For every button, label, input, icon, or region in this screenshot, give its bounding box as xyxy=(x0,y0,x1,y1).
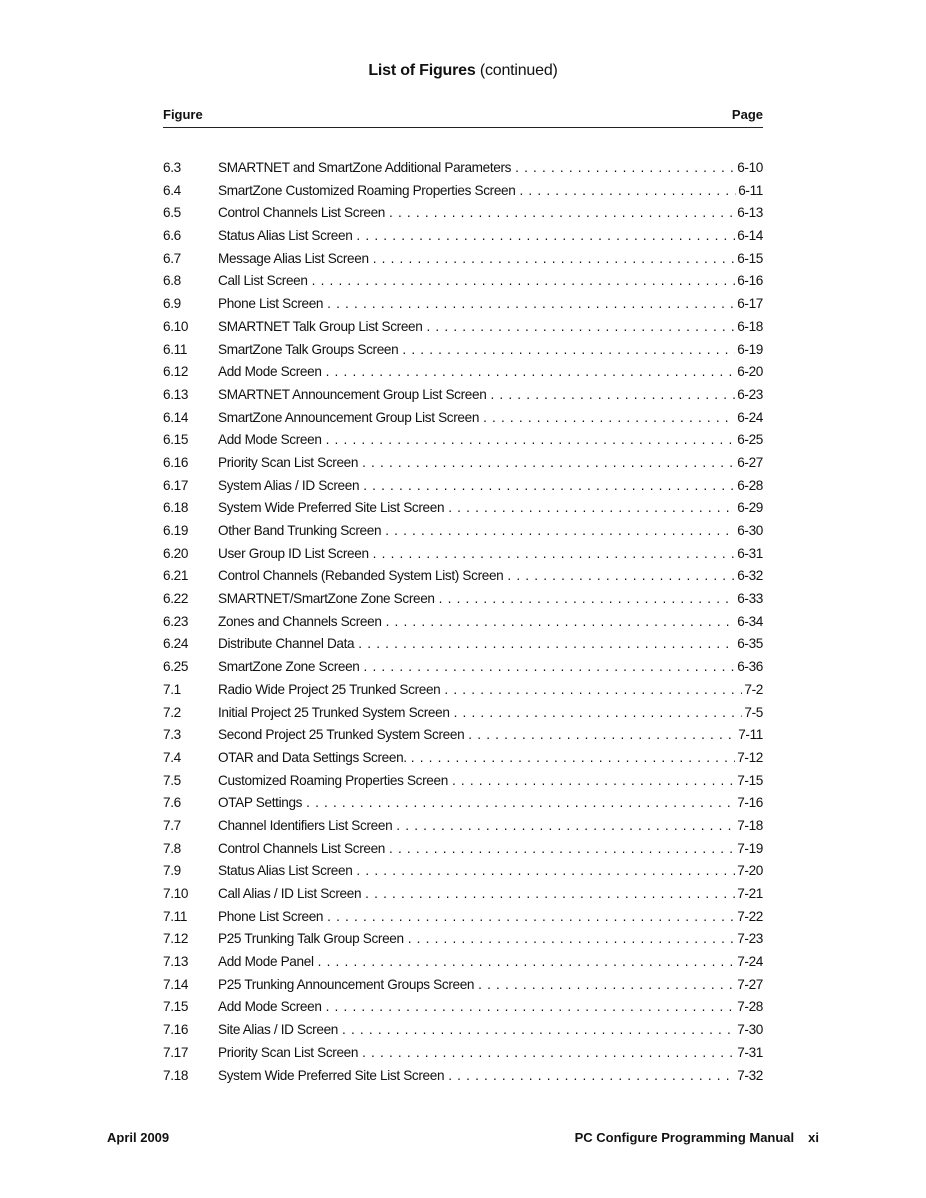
page-title xyxy=(0,62,926,80)
list-item xyxy=(163,339,763,362)
figure-page: 7-23 xyxy=(737,931,763,947)
dot-leader xyxy=(444,679,742,702)
list-item xyxy=(163,883,763,906)
list-item xyxy=(163,815,763,838)
figure-entry xyxy=(218,679,763,702)
figure-title: SmartZone Announcement Group List Screen xyxy=(218,409,480,425)
dot-leader xyxy=(454,702,743,725)
figure-number: 6.19 xyxy=(163,523,189,538)
figure-entry xyxy=(218,770,763,793)
figure-entry xyxy=(218,951,763,974)
figure-number: 6.5 xyxy=(163,205,181,221)
figure-entry xyxy=(218,407,763,430)
figure-entry xyxy=(218,883,763,906)
list-item xyxy=(163,906,763,929)
figure-entry xyxy=(218,293,763,316)
figure-entry xyxy=(218,520,763,543)
figure-title: Status Alias List Screen xyxy=(218,228,353,244)
figure-entry xyxy=(218,1019,763,1042)
list-item xyxy=(163,679,763,702)
figure-page: 7-16 xyxy=(737,795,763,811)
figure-entry xyxy=(218,180,763,203)
dot-leader xyxy=(490,384,735,407)
footer-page-number: xi xyxy=(808,1130,819,1145)
list-item xyxy=(163,270,763,293)
figure-page: 7-28 xyxy=(737,999,763,1015)
dot-leader xyxy=(356,860,735,883)
list-item xyxy=(163,429,763,452)
column-header xyxy=(163,105,763,128)
figure-number: 7.8 xyxy=(163,840,181,856)
figure-number: 6.8 xyxy=(163,273,181,289)
list-item xyxy=(163,384,763,407)
dot-leader xyxy=(402,339,735,362)
figure-title: Zones and Channels Screen xyxy=(218,613,382,629)
figure-entry xyxy=(218,974,763,997)
figure-page: 7-22 xyxy=(737,908,763,924)
dot-leader xyxy=(362,1042,735,1065)
figure-page: 7-31 xyxy=(737,1044,763,1060)
list-item xyxy=(163,656,763,679)
figure-title: P25 Trunking Announcement Groups Screen xyxy=(218,976,475,992)
figure-title: Add Mode Screen xyxy=(218,364,322,380)
figure-title: Phone List Screen xyxy=(218,908,324,924)
figure-title: SMARTNET Announcement Group List Screen xyxy=(218,386,487,402)
figure-title: Priority Scan List Screen xyxy=(218,454,359,470)
figure-number: 6.11 xyxy=(163,341,188,357)
figure-number: 7.3 xyxy=(163,727,181,743)
list-item xyxy=(163,248,763,271)
figure-title: Channel Identifiers List Screen xyxy=(218,817,393,833)
figure-number: 7.13 xyxy=(163,954,189,970)
figure-number: 6.14 xyxy=(163,409,189,425)
list-item xyxy=(163,1065,763,1088)
list-item xyxy=(163,611,763,634)
figure-entry xyxy=(218,339,763,362)
figure-entry xyxy=(218,225,763,248)
figure-entry xyxy=(218,633,763,656)
figure-number: 6.18 xyxy=(163,500,189,516)
dot-leader xyxy=(326,361,736,384)
dot-leader xyxy=(478,974,735,997)
figure-page: 6-23 xyxy=(737,386,763,402)
figure-page: 7-20 xyxy=(737,863,763,879)
list-item xyxy=(163,520,763,543)
dot-leader xyxy=(519,180,736,203)
figure-entry xyxy=(218,860,763,883)
dot-leader xyxy=(385,520,735,543)
list-item xyxy=(163,747,763,770)
list-item xyxy=(163,157,763,180)
figure-page: 6-10 xyxy=(737,160,763,175)
figure-entry xyxy=(218,361,763,384)
list-item xyxy=(163,951,763,974)
list-item xyxy=(163,588,763,611)
figure-title: OTAR and Data Settings Screen. xyxy=(218,749,407,765)
dot-leader xyxy=(448,1065,735,1088)
figure-number: 7.10 xyxy=(163,886,189,901)
figure-page: 7-21 xyxy=(737,886,763,901)
figure-title: Initial Project 25 Trunked System Screen xyxy=(218,704,450,720)
list-item xyxy=(163,1019,763,1042)
figure-page: 7-12 xyxy=(737,749,763,765)
figure-page: 6-35 xyxy=(737,636,763,652)
figure-title: Control Channels List Screen xyxy=(218,205,386,221)
dot-leader xyxy=(468,724,736,747)
figure-title: Call List Screen xyxy=(218,273,308,289)
figure-title: SmartZone Customized Roaming Properties Screen xyxy=(218,182,516,198)
figure-title: Status Alias List Screen xyxy=(218,863,353,879)
list-item xyxy=(163,316,763,339)
figure-number: 6.7 xyxy=(163,250,181,266)
figure-number: 6.9 xyxy=(163,296,181,312)
figure-number: 6.17 xyxy=(163,477,189,493)
footer-manual-title: PC Configure Programming Manual xyxy=(574,1130,795,1145)
list-item xyxy=(163,974,763,997)
figure-number: 6.12 xyxy=(163,364,189,380)
dot-leader xyxy=(327,293,735,316)
list-item xyxy=(163,180,763,203)
dot-leader xyxy=(362,452,735,475)
list-item xyxy=(163,452,763,475)
dot-leader xyxy=(312,270,736,293)
footer-right xyxy=(575,1130,819,1145)
figure-number: 7.6 xyxy=(163,795,181,811)
dot-leader xyxy=(342,1019,735,1042)
figure-entry xyxy=(218,202,763,225)
figure-page: 7-30 xyxy=(737,1022,763,1038)
figure-number: 7.9 xyxy=(163,863,181,879)
figure-title: Add Mode Screen xyxy=(218,432,322,448)
figure-list xyxy=(163,157,763,1087)
page-title-main: List of Figures xyxy=(368,62,476,79)
dot-leader xyxy=(507,565,735,588)
figure-page: 7-15 xyxy=(737,772,763,788)
figure-title: Add Mode Screen xyxy=(218,999,322,1015)
figure-page: 7-2 xyxy=(744,681,763,697)
figure-entry xyxy=(218,429,763,452)
figure-page: 6-15 xyxy=(737,250,763,266)
list-item xyxy=(163,860,763,883)
page-column-heading: Page xyxy=(731,107,763,122)
figure-number: 7.16 xyxy=(163,1022,189,1038)
figure-number: 6.23 xyxy=(163,613,189,629)
list-item xyxy=(163,407,763,430)
figure-title: Second Project 25 Trunked System Screen xyxy=(218,727,465,743)
dot-leader xyxy=(356,225,735,248)
figure-entry xyxy=(218,838,763,861)
figure-page: 6-29 xyxy=(737,500,763,516)
figure-number: 6.22 xyxy=(163,591,189,607)
figure-page: 7-18 xyxy=(737,817,763,833)
figure-entry xyxy=(218,588,763,611)
figure-entry xyxy=(218,702,763,725)
figure-entry xyxy=(218,996,763,1019)
dot-leader xyxy=(318,951,736,974)
dot-leader xyxy=(326,996,736,1019)
figure-page: 6-13 xyxy=(737,205,763,221)
figure-page: 6-17 xyxy=(737,296,763,312)
list-item xyxy=(163,928,763,951)
figure-number: 7.11 xyxy=(163,908,188,924)
list-item xyxy=(163,497,763,520)
dot-leader xyxy=(411,747,735,770)
figure-number: 7.12 xyxy=(163,931,189,947)
dot-leader xyxy=(373,543,736,566)
list-item xyxy=(163,543,763,566)
figure-page: 7-19 xyxy=(737,840,763,856)
figure-title: OTAP Settings xyxy=(218,795,303,811)
dot-leader xyxy=(515,157,735,180)
figure-entry xyxy=(218,611,763,634)
figure-number: 7.17 xyxy=(163,1044,189,1060)
figure-title: SMARTNET and SmartZone Additional Parameters xyxy=(218,160,512,175)
dot-leader xyxy=(408,928,735,951)
figure-page: 6-24 xyxy=(737,409,763,425)
figure-page: 6-20 xyxy=(737,364,763,380)
figure-number: 7.7 xyxy=(163,817,181,833)
figure-entry xyxy=(218,928,763,951)
dot-leader xyxy=(363,475,735,498)
figure-entry xyxy=(218,747,763,770)
figure-title: User Group ID List Screen xyxy=(218,545,369,561)
figure-number: 6.6 xyxy=(163,228,181,244)
dot-leader xyxy=(452,770,735,793)
list-item xyxy=(163,702,763,725)
figure-entry xyxy=(218,157,763,180)
figure-page: 6-14 xyxy=(737,228,763,244)
figure-page: 7-24 xyxy=(737,954,763,970)
figure-page: 6-33 xyxy=(737,591,763,607)
figure-page: 7-5 xyxy=(744,704,763,720)
list-item xyxy=(163,361,763,384)
dot-leader xyxy=(396,815,735,838)
figure-page: 6-16 xyxy=(737,273,763,289)
figure-entry xyxy=(218,475,763,498)
figure-entry xyxy=(218,316,763,339)
figure-number: 6.21 xyxy=(163,568,189,584)
figure-title: Control Channels List Screen xyxy=(218,840,386,856)
list-item xyxy=(163,724,763,747)
figure-number: 6.13 xyxy=(163,386,189,402)
figure-number: 7.14 xyxy=(163,976,189,992)
figure-title: System Wide Preferred Site List Screen xyxy=(218,1067,445,1083)
dot-leader xyxy=(358,633,735,656)
list-item xyxy=(163,565,763,588)
list-item xyxy=(163,770,763,793)
footer-date: April 2009 xyxy=(107,1130,170,1145)
figure-number: 6.24 xyxy=(163,636,189,652)
figure-page: 6-28 xyxy=(737,477,763,493)
dot-leader xyxy=(365,883,735,906)
figure-title: Add Mode Panel xyxy=(218,954,314,970)
figure-title: SMARTNET/SmartZone Zone Screen xyxy=(218,591,435,607)
figure-page: 6-34 xyxy=(737,613,763,629)
figure-page: 7-27 xyxy=(737,976,763,992)
list-item xyxy=(163,792,763,815)
figure-title: System Alias / ID Screen xyxy=(218,477,360,493)
figure-number: 6.15 xyxy=(163,432,189,448)
figure-number: 6.20 xyxy=(163,545,189,561)
dot-leader xyxy=(327,906,735,929)
figure-page: 6-36 xyxy=(737,659,763,675)
figure-entry xyxy=(218,906,763,929)
figure-entry xyxy=(218,724,763,747)
list-item xyxy=(163,202,763,225)
figure-title: SmartZone Talk Groups Screen xyxy=(218,341,399,357)
figure-number: 7.18 xyxy=(163,1067,189,1083)
dot-leader xyxy=(373,248,736,271)
figure-page: 6-31 xyxy=(737,545,763,561)
figure-page: 6-30 xyxy=(737,523,763,538)
dot-leader xyxy=(389,202,735,225)
figure-title: Control Channels (Rebanded System List) Screen xyxy=(218,568,504,584)
figure-number: 7.2 xyxy=(163,704,181,720)
figure-page: 7-11 xyxy=(738,727,763,743)
list-item xyxy=(163,633,763,656)
dot-leader xyxy=(483,407,735,430)
figure-number: 6.16 xyxy=(163,454,189,470)
figure-page: 6-11 xyxy=(738,182,763,198)
figure-entry xyxy=(218,497,763,520)
figure-column-heading: Figure xyxy=(163,107,203,122)
figure-title: Site Alias / ID Screen xyxy=(218,1022,338,1038)
figure-page: 6-19 xyxy=(737,341,763,357)
figure-page: 6-32 xyxy=(737,568,763,584)
figure-entry xyxy=(218,384,763,407)
figure-number: 7.4 xyxy=(163,749,181,765)
figure-title: Distribute Channel Data xyxy=(218,636,355,652)
dot-leader xyxy=(389,838,735,861)
figure-number: 7.5 xyxy=(163,772,181,788)
dot-leader xyxy=(386,611,736,634)
figure-title: Call Alias / ID List Screen xyxy=(218,886,362,901)
figure-page: 6-18 xyxy=(737,318,763,334)
figure-entry xyxy=(218,270,763,293)
dot-leader xyxy=(439,588,736,611)
figure-title: Message Alias List Screen xyxy=(218,250,369,266)
figure-title: SMARTNET Talk Group List Screen xyxy=(218,318,423,334)
dot-leader xyxy=(426,316,735,339)
figure-entry xyxy=(218,452,763,475)
list-item xyxy=(163,225,763,248)
figure-entry xyxy=(218,543,763,566)
figure-title: Radio Wide Project 25 Trunked Screen xyxy=(218,681,441,697)
figure-entry xyxy=(218,656,763,679)
figure-number: 7.15 xyxy=(163,999,189,1015)
figure-title: Customized Roaming Properties Screen xyxy=(218,772,448,788)
figure-page: 7-32 xyxy=(737,1067,763,1083)
figure-number: 7.1 xyxy=(163,681,181,697)
figure-entry xyxy=(218,248,763,271)
figure-title: Priority Scan List Screen xyxy=(218,1044,359,1060)
figure-page: 6-25 xyxy=(737,432,763,448)
figure-title: P25 Trunking Talk Group Screen xyxy=(218,931,404,947)
figure-number: 6.25 xyxy=(163,659,189,675)
dot-leader xyxy=(364,656,736,679)
list-item xyxy=(163,838,763,861)
figure-entry xyxy=(218,1042,763,1065)
figure-number: 6.3 xyxy=(163,160,181,175)
figure-entry xyxy=(218,1065,763,1088)
list-item xyxy=(163,293,763,316)
list-item xyxy=(163,1042,763,1065)
dot-leader xyxy=(326,429,736,452)
figure-entry xyxy=(218,815,763,838)
figure-number: 6.10 xyxy=(163,318,189,334)
list-item xyxy=(163,996,763,1019)
figure-entry xyxy=(218,565,763,588)
list-item xyxy=(163,475,763,498)
figure-number: 6.4 xyxy=(163,182,181,198)
figure-title: System Wide Preferred Site List Screen xyxy=(218,500,445,516)
figure-page: 6-27 xyxy=(737,454,763,470)
page-title-suffix: (continued) xyxy=(479,62,558,79)
dot-leader xyxy=(306,792,735,815)
figure-entry xyxy=(218,792,763,815)
figure-title: Phone List Screen xyxy=(218,296,324,312)
figure-title: Other Band Trunking Screen xyxy=(218,523,382,538)
dot-leader xyxy=(448,497,735,520)
figure-title: SmartZone Zone Screen xyxy=(218,659,360,675)
